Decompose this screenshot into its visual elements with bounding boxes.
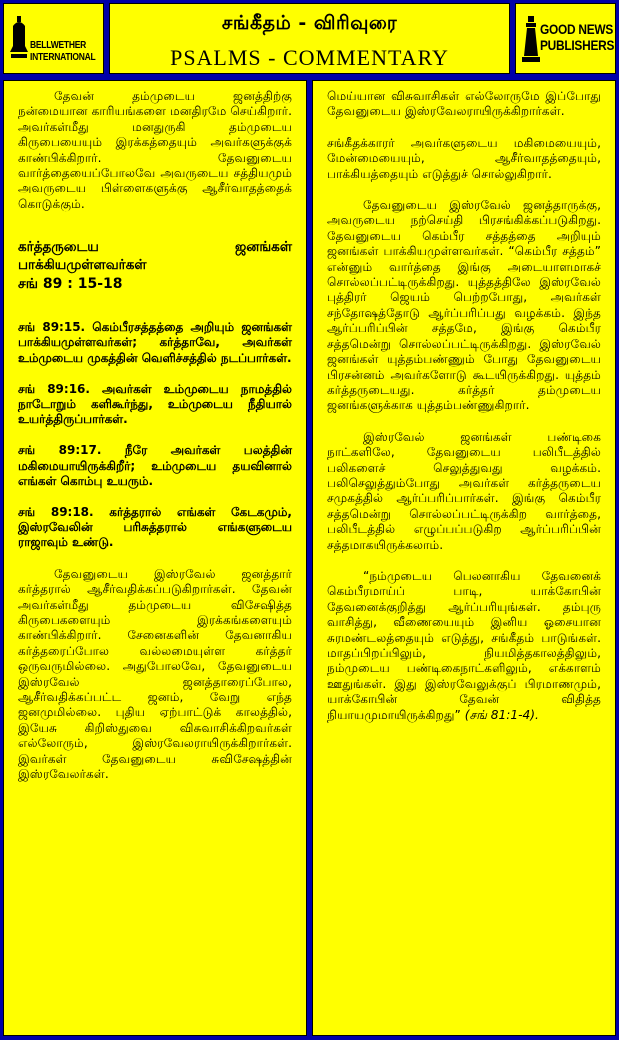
title-box: [109, 3, 510, 74]
logo-right-line1: GOOD NEWS: [540, 21, 614, 37]
bell-icon: [10, 16, 28, 60]
lighthouse-icon: [522, 16, 540, 64]
left-column: [3, 80, 307, 1036]
logo-left-line1: BELLWETHER: [30, 40, 87, 51]
right-paragraph-1: மெய்யான விசுவாசிகள் எல்லோருமே இப்போது தேவனுடைய இஸ்ரவேலராயிருக்கிறார்கள்.: [327, 89, 601, 119]
logo-left-line2: INTERNATIONAL: [30, 52, 96, 63]
intro-paragraph: தேவன் தம்முடைய ஜனத்திற்கு நன்மையான காரியங்களை மனதிரமே செய்கிறார். அவர்கள்மீது மனதுருகி தம்முடைய கிருபையையும் இரக்கத்தையும் அவர்களுக்குக் காண்பிக்கிறார். தேவனுடைய வார்த்தையைப்போலவே அவருடைய சத்தியமும் அவருடைய பிள்ளைகளுக்கு ஆசீர்வாதத்தைக் கொடுக்கும்.: [18, 89, 292, 211]
right-paragraph-4: இஸ்ரவேல் ஜனங்கள் பண்டிகை நாட்களிலே, தேவனுடைய பலிபீடத்தில் பலிகளைச் செலுத்துவது வழக்கம். பலிசெலுத்தும்போது அவர்கள் கர்த்தருடைய சமுகத்தில் ஆர்ப்பரிப்பார்கள். இங்கு கெம்பீர சத்தமென்று சொல்லப்பட்டிருக்கிற வார்த்தை, பலிபீடத்தில் எழுப்பப்படுகிற ஆர்ப்பரிப்பின் சத்தமாகயிருக்கலாம்.: [327, 429, 601, 552]
verse-16: சங் 89:16. அவர்கள் உம்முடைய நாமத்தில் நாடோறும் களிகூர்ந்து, உம்முடைய நீதியால் உயர்த்திருப்பார்கள்.: [18, 381, 292, 427]
title-tamil: சங்கீதம் - விரிவுரை: [221, 12, 398, 34]
verse-18: சங் 89:18. கர்த்தரால் எங்கள் கேடகமும், இஸ்ரவேலின் பரிசுத்தரால் எங்களுடைய ராஜாவும் உண்டு.: [18, 505, 292, 550]
right-paragraph-3: தேவனுடைய இஸ்ரவேல் ஜனத்தாருக்கு, அவருடைய நற்செய்தி பிரசங்கிக்கப்படுகிறது. தேவனுடைய கெம்பீர சத்தத்தை அறியும் ஜனங்கள் பாக்கியமுள்ளவர்கள். “கெம்பீர சத்தம்” என்னும் வார்த்தை இங்கு அடையாளமாகச் சொல்லப்பட்டிருக்கிறது. யுத்தத்திலே இஸ்ரவேல் புத்திரர் ஜெயம் பெற்றபோது, அவர்கள் சந்தோஷத்தோடு ஆர்ப்பரிப்பது வழக்கம். இந்த ஆர்ப்பரிப்பின் சத்தமே, இங்கு கெம்பீர சத்தமென்று சொல்லப்பட்டிருக்கிறது. இஸ்ரவேல் ஜனங்கள் யுத்தம்பண்ணும் போது தேவனுடைய பிரசன்னம் அவர்களோடு கூடயிருக்கிறது. யுத்தம் கர்த்தருடையது. கர்த்தர் தம்முடைய ஜனங்களுக்காக யுத்தம்பண்ணுகிறார்.: [327, 198, 601, 413]
verse-15: சங் 89:15. கெம்பீரசத்தத்தை அறியும் ஜனங்கள் பாக்கியமுள்ளவர்கள்; கர்த்தாவே, அவர்கள் உம்முடைய முகத்தின் வெளிச்சத்தில் நடப்பார்கள்.: [18, 320, 292, 365]
psalm-citation: (சங் 81:1-4).: [464, 707, 539, 722]
section-heading: கர்த்தருடைய ஜனங்கள் பாக்கியமுள்ளவர்கள்: [18, 239, 292, 274]
commentary-paragraph: தேவனுடைய இஸ்ரவேல் ஜனத்தார் கர்த்தரால் ஆசீர்வதிக்கப்படுகிறார்கள். தேவன் அவர்கள்மீது தம்முடைய விசேஷித்த கிருபைகளையும் இரக்கங்களையும் காண்பிக்கிறார். சேனைகளின் தேவனாகிய கர்த்தரைப்போல வல்லமையுள்ள கர்த்தர் ஒருவருமில்லை. அதுபோலவே, தேவனுடைய இஸ்ரவேல் ஜனத்தாரைப்போல, ஆசீர்வதிக்கப்பட்ட ஜனம், வேறு எந்த ஜனமுமில்லை. புதிய ஏற்பாட்டுக் காலத்தில், இயேசு கிறிஸ்துவை விசுவாசிக்கிறவர்கள் எல்லோரும், இஸ்ரவேலராயிருக்கிறார்கள். இவர்கள் தேவனுடைய சுவிசேஷத்தின் இஸ்ரவேலர்கள்.: [18, 566, 292, 781]
bellwether-logo: [3, 3, 104, 74]
verse-17: சங் 89:17. நீரே அவர்கள் பலத்தின் மகிமையாயிருக்கிறீர்; உம்முடைய தயவினால் எங்கள் கொம்பு உயரும்.: [18, 443, 292, 488]
good-news-logo: [515, 3, 616, 74]
section-reference: சங் 89 : 15-18: [18, 276, 123, 293]
title-english: PSALMS - COMMENTARY: [170, 45, 449, 70]
psalm-quote: “நம்முடைய பெலனாகிய தேவனைக் கெம்பீரமாய்ப் பாடி, யாக்கோபின் தேவனைக்குறித்து ஆர்ப்பரியுங்கள். தம்புரு வாசித்து, வீணையையும் இனிய ஓசையான சுரமண்டலத்தையும் எடுத்து, சங்கீதம் பாடுங்கள். மாதப்பிறப்பிலும், நியமித்தகாலத்திலும், நம்முடைய பண்டிகைநாட்களிலும், எக்காளம் ஊதுங்கள். இது இஸ்ரவேலுக்குப் பிரமாணமும், யாக்கோபின் தேவன் விதித்த நியாயமுமாயிருக்கிறது”: [327, 568, 601, 722]
right-paragraph-5: [327, 569, 601, 723]
right-column: [312, 80, 616, 1036]
right-paragraph-2: சங்கீதக்காரர் அவர்களுடைய மகிமையையும், மேன்மையையும், ஆசீர்வாதத்தையும், பாக்கியத்தையும் எடுத்துச் சொல்லுகிறார்.: [327, 135, 601, 181]
logo-right-line2: PUBLISHERS: [540, 37, 615, 53]
